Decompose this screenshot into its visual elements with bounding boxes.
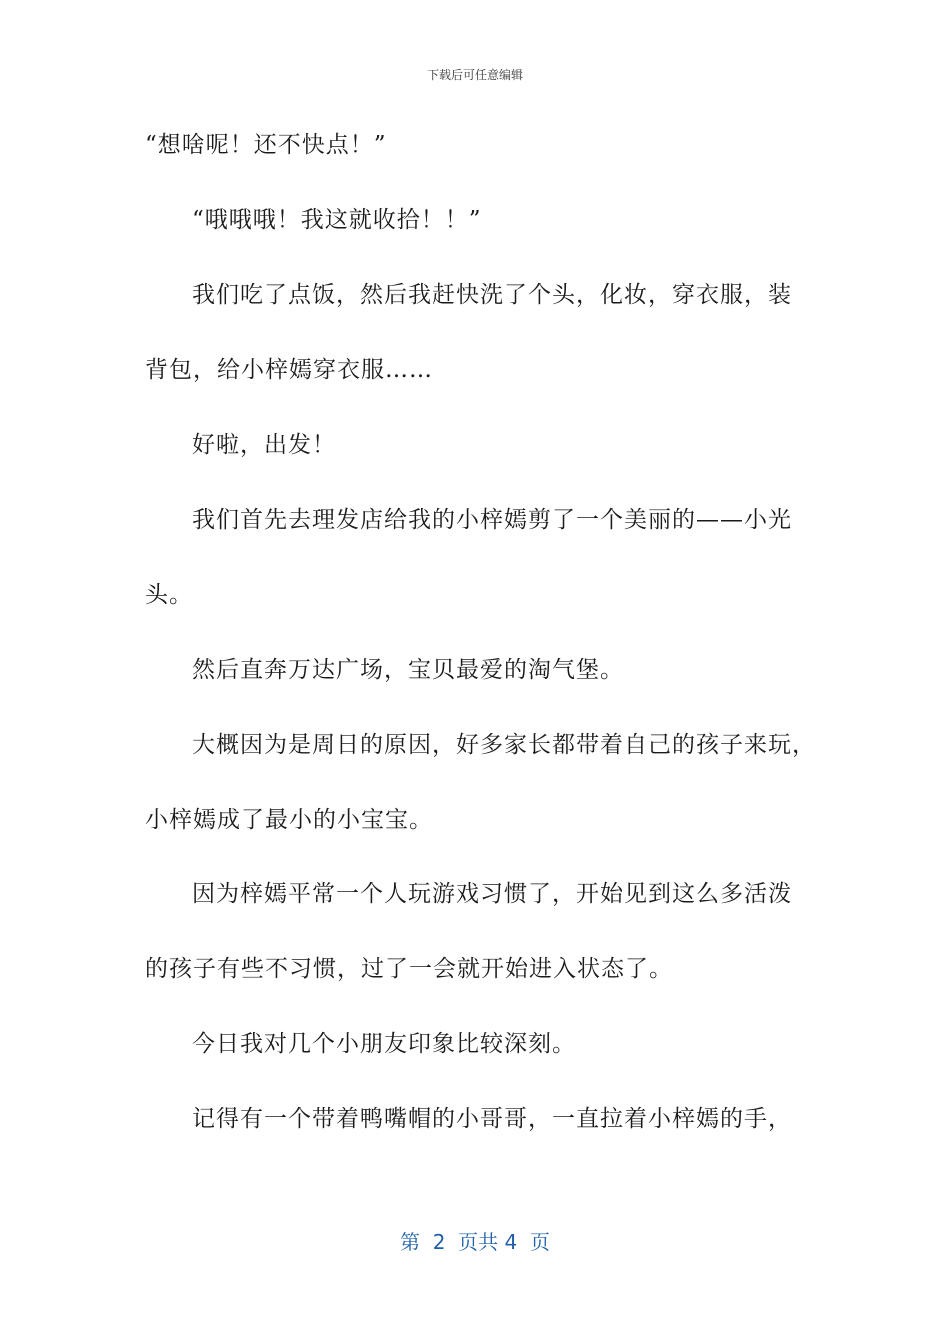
body-line: 记得有一个带着鸭嘴帽的小哥哥，一直拉着小梓嫣的手， [192, 1106, 792, 1132]
body-line: 我们首先去理发店给我的小梓嫣剪了一个美丽的——小光 [192, 507, 792, 533]
body-line: “想啥呢！还不快点！” [145, 132, 387, 158]
page-number-footer: 第 2 页共 4 页 [400, 1230, 550, 1254]
body-line: 小梓嫣成了最小的小宝宝。 [145, 807, 433, 833]
body-line: 今日我对几个小朋友印象比较深刻。 [192, 1031, 576, 1057]
body-line: 因为梓嫣平常一个人玩游戏习惯了，开始见到这么多活泼 [192, 881, 792, 907]
body-line: 大概因为是周日的原因，好多家长都带着自己的孩子来玩， [192, 732, 816, 758]
body-line: “哦哦哦！我这就收拾！！” [192, 207, 482, 233]
body-line: 的孩子有些不习惯，过了一会就开始进入状态了。 [145, 956, 673, 982]
page-header-note: 下载后可任意编辑 [426, 68, 523, 82]
body-line: 背包，给小梓嫣穿衣服…… [145, 357, 433, 383]
body-line: 头。 [145, 582, 193, 608]
body-line: 我们吃了点饭，然后我赶快洗了个头，化妆，穿衣服，装 [192, 282, 792, 308]
body-line: 然后直奔万达广场，宝贝最爱的淘气堡。 [192, 657, 624, 683]
body-line: 好啦，出发！ [192, 432, 336, 458]
